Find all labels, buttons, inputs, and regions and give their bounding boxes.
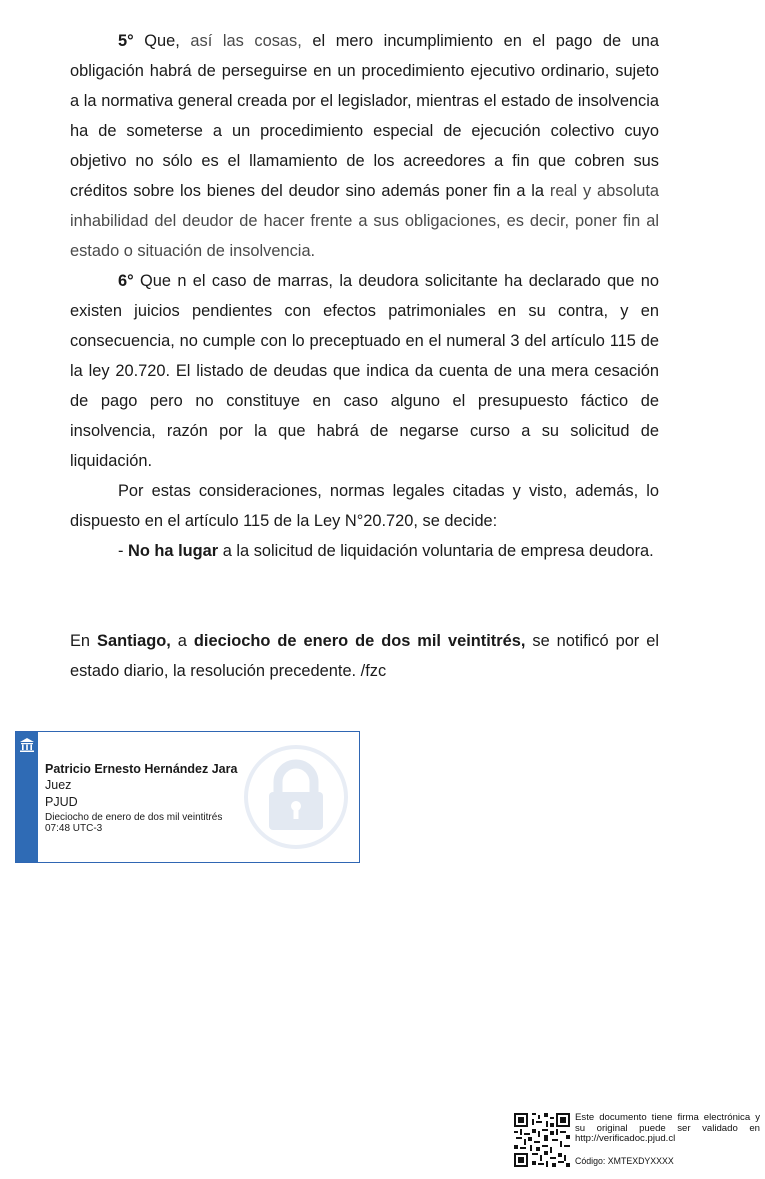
courthouse-icon — [19, 737, 35, 753]
paragraph-5: 5° Que, así las cosas, el mero incumplimiento en el pago de una obligación habrá de perseguirse en un procedimiento ejecutivo ordinario, sujeto a la normativa general creada por el legislador, mientras el estado de insolvencia ha de someterse a un procedimiento especial de ejecución colectivo cuyo objetivo no sólo es el llamamiento de los acreedores a fin que cobren sus créditos sobre los bienes del deudor sino además poner fin a la real y absoluta inhabilidad del deudor de hacer frente a sus obligaciones, es decir, poner fin al estado o situación de insolvencia. — [70, 32, 659, 260]
signature-time: 07:48 UTC-3 — [45, 822, 103, 834]
signer-role: Juez — [45, 778, 72, 792]
document-body — [70, 26, 659, 686]
electronic-signature-block — [15, 731, 360, 863]
notification-paragraph: En Santiago, a dieciocho de enero de dos mil veintitrés, se notificó por el estado diario, la resolución precedente. /fzc — [70, 632, 660, 680]
decision-paragraph: - No ha lugar a la solicitud de liquidación voluntaria de empresa deudora. — [118, 542, 654, 560]
signer-name: Patricio Ernesto Hernández Jara — [45, 762, 238, 776]
notification-city: Santiago, — [97, 632, 171, 650]
signature-date: Dieciocho de enero de dos mil veintitrés — [45, 812, 223, 823]
signature-bar — [16, 732, 38, 862]
paragraph-number: 6° — [118, 272, 134, 290]
verification-code: Código: XMTEXDYXXXX — [575, 1156, 674, 1166]
qr-code — [514, 1113, 570, 1167]
considerations-paragraph: Por estas consideraciones, normas legales citadas y visto, además, lo dispuesto en el artículo 115 de la Ley N°20.720, se decide: — [70, 482, 659, 530]
signer-org: PJUD — [45, 795, 78, 809]
paragraph-6: 6° Que n el caso de marras, la deudora solicitante ha declarado que no existen juicios pendientes con efectos patrimoniales en su contra, y en consecuencia, no cumple con lo preceptuado en el numeral 3 del artículo 115 de la ley 20.720. El listado de deudas que indica da cuenta de una mera cesación de pago pero no constituye en caso alguno el presupuesto fáctico de insolvencia, razón por la que habrá de negarse curso a su solicitud de liquidación. — [70, 272, 659, 470]
decision-verdict: No ha lugar — [128, 542, 219, 560]
paragraph-number: 5° — [118, 32, 134, 50]
signature-details — [45, 761, 237, 834]
notification-date: dieciocho de enero de dos mil veintitrés, — [193, 632, 526, 650]
lock-icon — [243, 744, 349, 850]
verification-note: Este documento tiene firma electrónica y su original puede ser validado en http://verificadoc.pjud.cl — [575, 1112, 760, 1144]
